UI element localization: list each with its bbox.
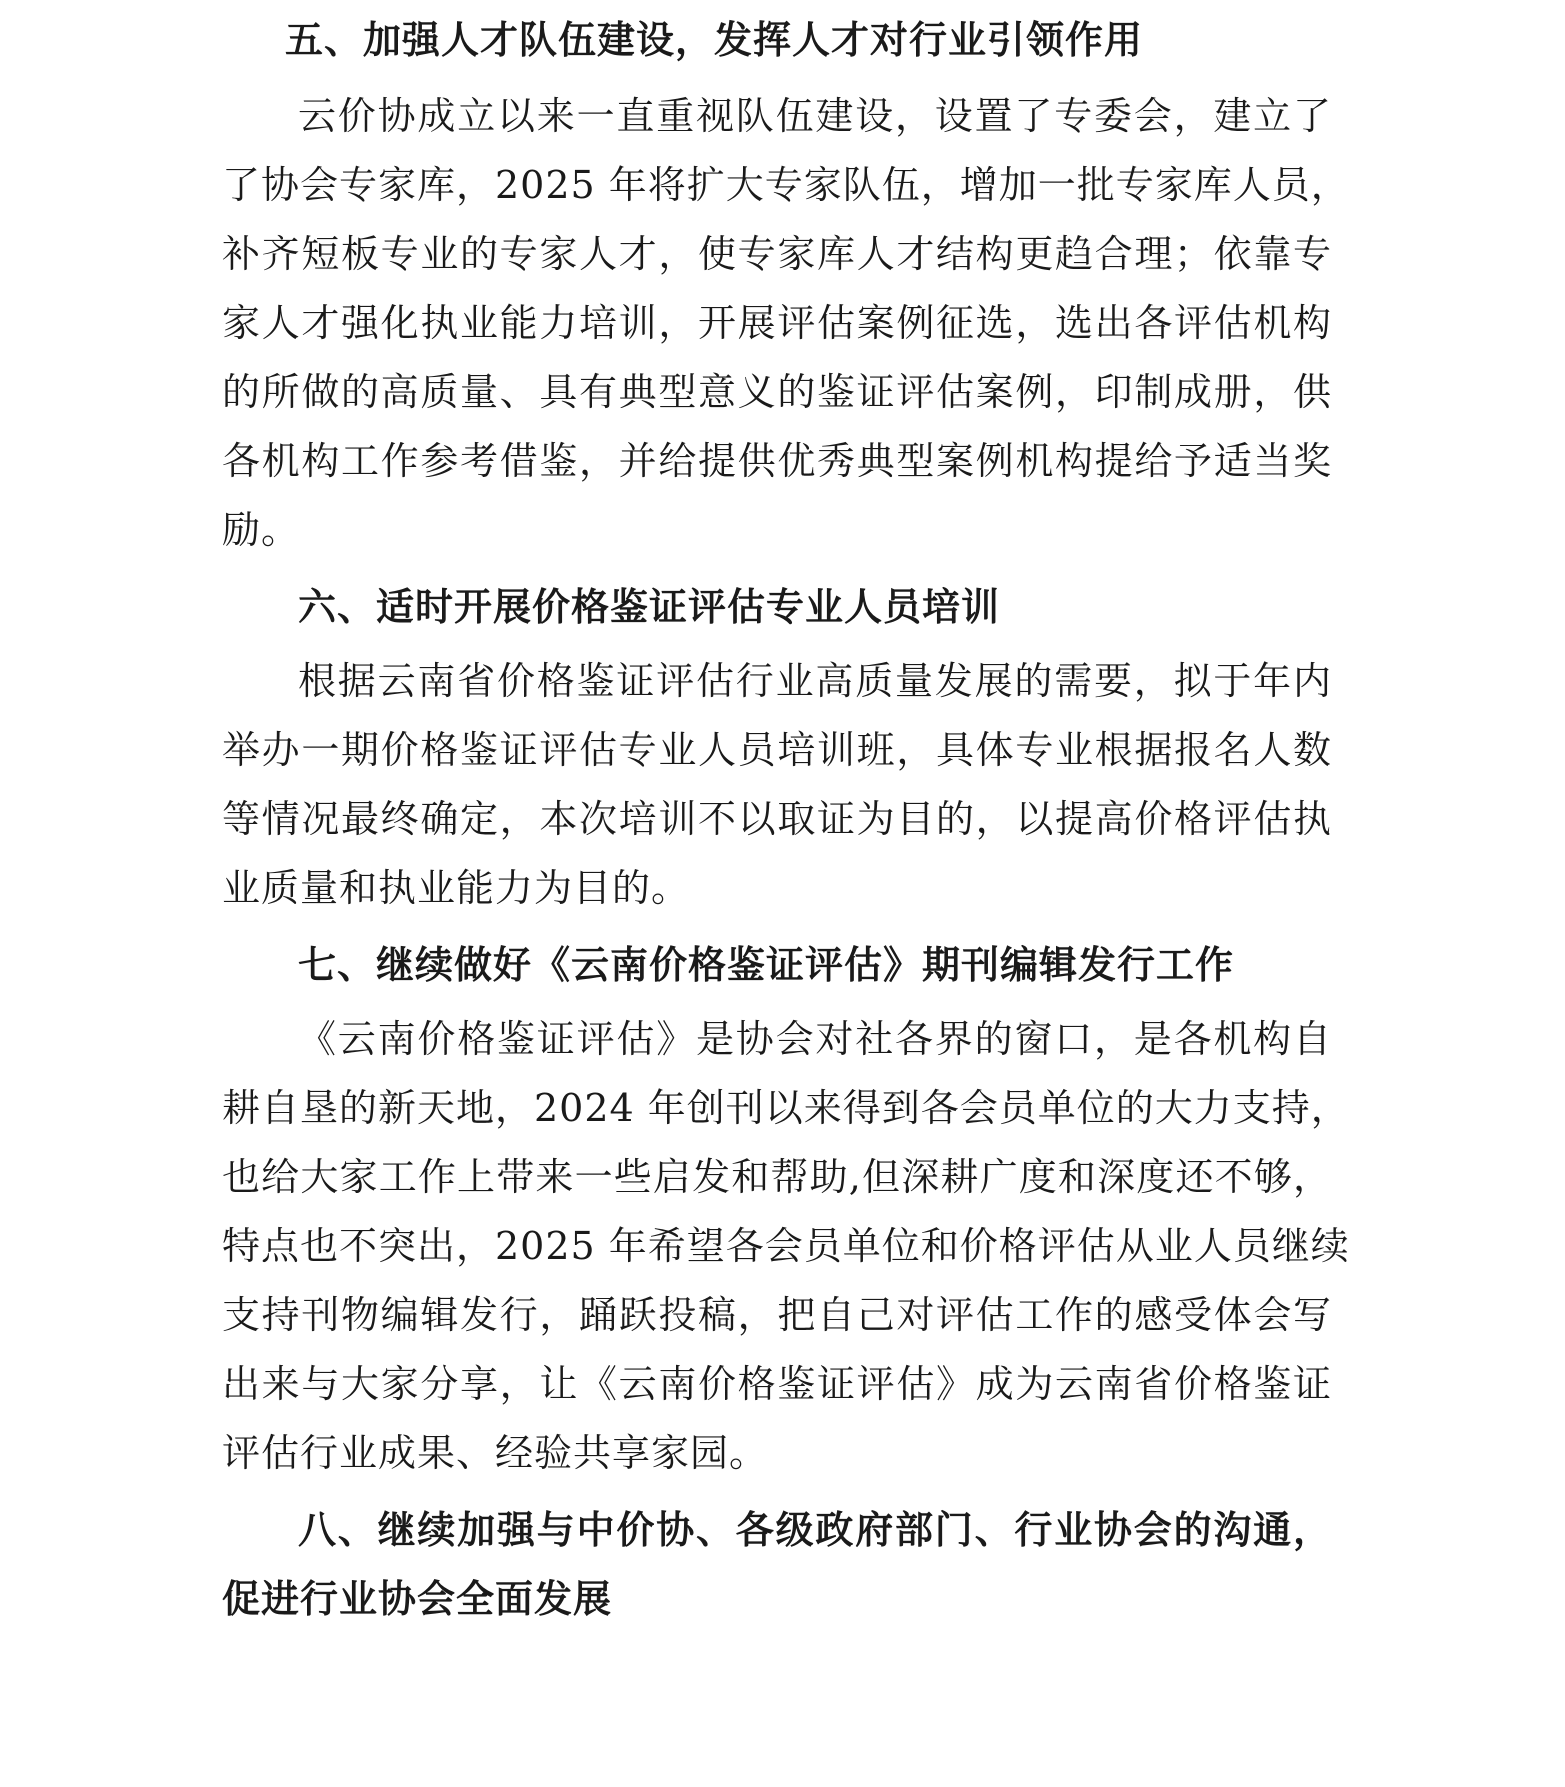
section-5-line-4: 家人才强化执业能力培训，开展评估案例征选，选出各评估机构 — [222, 301, 1332, 345]
section-7-line-1: 《云南价格鉴证评估》是协会对社各界的窗口，是各机构自 — [298, 1017, 1332, 1061]
section-7-heading: 七、继续做好《云南价格鉴证评估》期刊编辑发行工作 — [298, 943, 1235, 987]
section-7-line-3: 也给大家工作上带来一些启发和帮助,但深耕广度和深度还不够， — [222, 1155, 1332, 1199]
section-7-line-6: 出来与大家分享，让《云南价格鉴证评估》成为云南省价格鉴证 — [222, 1362, 1332, 1406]
section-7-line-2: 耕自垦的新天地，2024 年创刊以来得到各会员单位的大力支持， — [222, 1086, 1350, 1130]
section-6-line-4: 业质量和执业能力为目的。 — [222, 866, 691, 910]
section-7-line-7: 评估行业成果、经验共享家园。 — [222, 1431, 769, 1475]
section-5-line-3: 补齐短板专业的专家人才，使专家库人才结构更趋合理；依靠专 — [222, 232, 1332, 276]
section-8-heading-line-2: 促进行业协会全面发展 — [222, 1577, 613, 1621]
section-6-line-3: 等情况最终确定，本次培训不以取证为目的，以提高价格评估执 — [222, 797, 1332, 841]
section-6-line-1: 根据云南省价格鉴证评估行业高质量发展的需要，拟于年内 — [298, 659, 1332, 703]
section-6-line-2: 举办一期价格鉴证评估专业人员培训班，具体专业根据报名人数 — [222, 728, 1332, 772]
section-5-line-7: 励。 — [222, 508, 301, 552]
section-5-line-2: 了协会专家库，2025 年将扩大专家队伍，增加一批专家库人员， — [222, 163, 1350, 207]
section-5-line-1: 云价协成立以来一直重视队伍建设，设置了专委会，建立了 — [298, 94, 1332, 138]
section-8-heading-line-1: 八、继续加强与中价协、各级政府部门、行业协会的沟通， — [298, 1508, 1332, 1552]
section-7-line-4: 特点也不突出，2025 年希望各会员单位和价格评估从业人员继续 — [222, 1224, 1350, 1268]
section-5-line-5: 的所做的高质量、具有典型意义的鉴证评估案例，印制成册，供 — [222, 370, 1332, 414]
section-6-heading: 六、适时开展价格鉴证评估专业人员培训 — [298, 585, 1001, 629]
section-5-heading: 五、加强人才队伍建设，发挥人才对行业引领作用 — [285, 18, 1144, 62]
section-7-line-5: 支持刊物编辑发行，踊跃投稿，把自己对评估工作的感受体会写 — [222, 1293, 1332, 1337]
section-5-line-6: 各机构工作参考借鉴，并给提供优秀典型案例机构提给予适当奖 — [222, 439, 1332, 483]
